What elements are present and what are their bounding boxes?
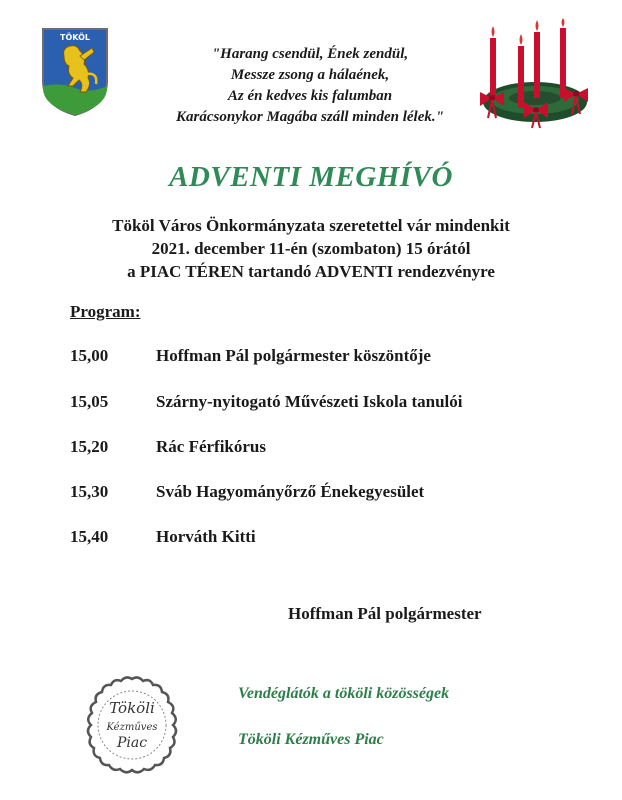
shield-icon — [40, 26, 110, 118]
piac-logo — [82, 675, 182, 775]
poem-line: Az én kedves kis falumban — [227, 88, 393, 104]
poem — [140, 44, 480, 128]
program-time: 15,05 — [70, 392, 109, 411]
market-logo-icon — [82, 675, 182, 775]
advent-wreath — [476, 18, 594, 130]
poem-line: Messze zsong a hálaének, — [230, 67, 390, 83]
program-title: Rác Férfikórus — [156, 437, 267, 456]
program-title: Horváth Kitti — [156, 527, 256, 546]
invitation-line: a PIAC TÉREN tartandó ADVENTI rendezvényre — [127, 262, 495, 281]
invitation-line: 2021. december 11-én (szombaton) 15 órától — [151, 239, 471, 258]
poem-line: Karácsonykor Magába száll minden lélek." — [176, 109, 444, 125]
program-title: Sváb Hagyományőrző Énekegyesület — [156, 482, 425, 501]
poem-line: "Harang csendül, Ének zendül, — [211, 46, 409, 62]
program-item — [70, 437, 266, 457]
coat-of-arms — [40, 26, 110, 118]
logo-line: Tököli — [109, 699, 155, 717]
program-time: 15,00 — [70, 346, 109, 365]
advent-wreath-icon — [476, 18, 594, 130]
logo-line: Piac — [116, 735, 148, 751]
program-item — [70, 346, 431, 366]
invitation-line: Tököl Város Önkormányzata szeretettel vár mindenkit — [112, 216, 510, 235]
page-title: ADVENTI MEGHÍVÓ — [169, 161, 453, 193]
program-title: Hoffman Pál polgármester köszöntője — [156, 346, 431, 365]
invitation-text — [0, 214, 622, 283]
hosts-text: Vendéglátók a tököli közösségek — [238, 685, 450, 702]
coat-of-arms-text: TÖKÖL — [60, 33, 90, 42]
logo-line: Kézműves — [106, 722, 158, 733]
program-time: 15,40 — [70, 527, 109, 546]
program-time: 15,30 — [70, 482, 109, 501]
market-text: Tököli Kézműves Piac — [238, 731, 384, 748]
program-item — [70, 527, 256, 547]
program-item — [70, 482, 424, 502]
signature: Hoffman Pál polgármester — [288, 604, 482, 623]
program-label: Program: — [70, 302, 141, 321]
program-time: 15,20 — [70, 437, 109, 456]
program-title: Szárny-nyitogató Művészeti Iskola tanulói — [156, 392, 463, 411]
program-item — [70, 392, 462, 412]
